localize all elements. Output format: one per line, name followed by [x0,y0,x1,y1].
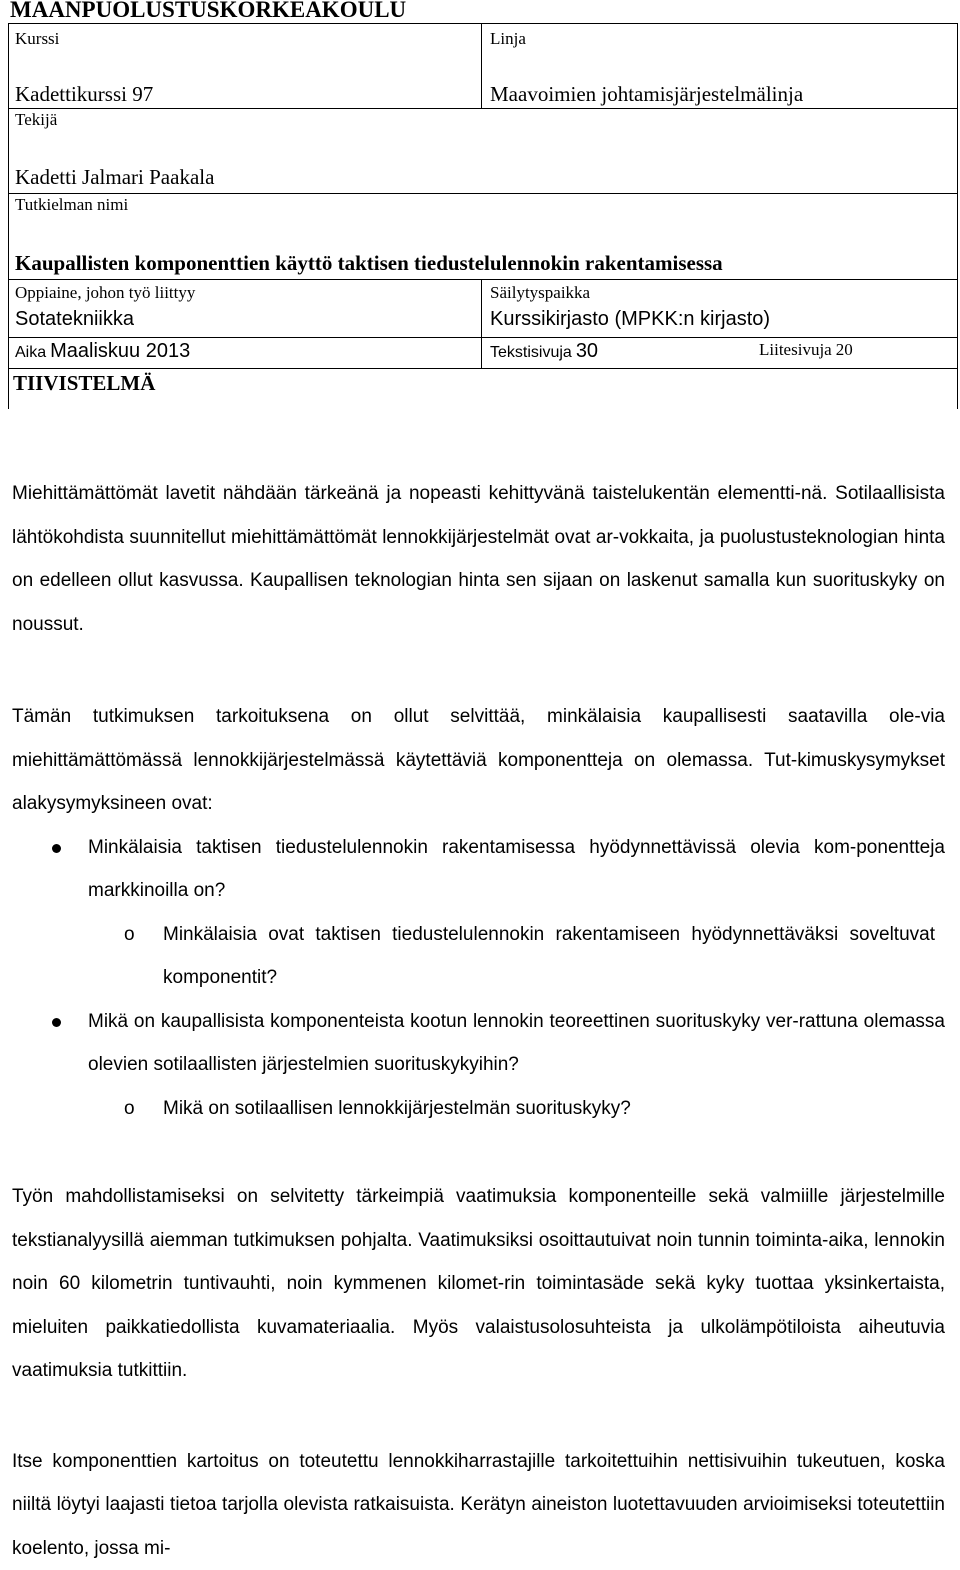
research-question-1 [12,826,945,913]
abstract-paragraph-1: Miehittämättömät lavetit nähdään tärkeänä ja nopeasti kehittyvänä taistelukentän elementti-nä. Sotilaallisista lähtökohdista suunnitellut miehittämättömät lennokkijärjestelmät ovat ar-vokkaita, ja puolustusteknologian hinta on edelleen ollut kasvussa. Kaupallisen teknologian hinta sen sijaan on laskenut samalla kun suorituskyky on noussut. [12,472,945,646]
research-question-1-text: Minkälaisia taktisen tiedustelulennokin rakentamisessa hyödynnettävissä olevia kom-ponentteja markkinoilla on? [88,837,945,902]
line-value: Maavoimien johtamisjärjestelmälinja [490,82,803,107]
column-divider [481,338,482,368]
abstract-paragraph-3: Työn mahdollistamiseksi on selvitetty tärkeimpiä vaatimuksia komponenteille sekä valmiille järjestelmille tekstianalyysillä aiemman tutkimuksen pohjalta. Vaatimuksiksi osoittautuivat noin tunnin toiminta-aika, lennokin noin 60 kilometrin tuntivauhti, noin kymmenen kilomet-rin toimintasäde sekä kyky tuottaa yksinkertaista, mieluiten paikkatiedollista kuvamateriaalia. Myös valaistusolosuhteista ja ulkolämpötiloista aiheutuvia vaatimuksia tutkittiin. [12,1175,945,1393]
research-subquestion-1-text: Minkälaisia ovat taktisen tiedustelulennokin rakentamiseen hyödynnettäväksi soveltuvat komponentit? [163,924,935,989]
course-row [9,24,957,109]
storage-label: Säilytyspaikka [490,283,590,303]
line-label: Linja [490,29,526,49]
author-label: Tekijä [15,110,57,130]
appendix-pages-value: 20 [836,340,853,359]
text-pages-field [490,340,598,363]
circle-bullet-icon: o [124,913,135,957]
author-row [9,109,957,194]
abstract-body [12,472,945,1570]
thesis-label: Tutkielman nimi [15,195,128,215]
abstract-heading-row [9,369,957,409]
research-question-2 [12,1000,945,1087]
appendix-pages-field [759,340,853,360]
time-field [15,340,190,363]
text-pages-label: Tekstisivuja [490,344,572,361]
column-divider [481,24,482,108]
abstract-heading: TIIVISTELMÄ [13,371,155,396]
institution-name: MAANPUOLUSTUSKORKEAKOULU [10,0,406,23]
subject-row [9,280,957,338]
author-value: Kadetti Jalmari Paakala [15,165,214,190]
circle-bullet-icon: o [124,1087,135,1131]
thesis-title-row [9,194,957,280]
bullet-icon [52,1018,61,1027]
research-subquestion-2-text: Mikä on sotilaallisen lennokkijärjestelmän suorituskyky? [163,1098,631,1119]
research-question-2-text: Mikä on kaupallisista komponenteista kootun lennokin teoreettinen suorituskyky ver-rattuna olemassa olevien sotilaallisten järjestelmien suorituskykyihin? [88,1011,945,1076]
subject-label: Oppiaine, johon työ liittyy [15,283,195,303]
abstract-paragraph-4: Itse komponenttien kartoitus on toteutettu lennokkiharrastajille tarkoitettuihin nettisivuihin tukeutuen, koska niiltä löytyi laajasti tietoa tarjolla olevista ratkaisuista. Kerätyn aineiston luotettavuuden arvioimiseksi toteutettiin koelento, jossa mi- [12,1440,945,1570]
course-value: Kadettikurssi 97 [15,82,153,107]
thesis-title: Kaupallisten komponenttien käyttö taktisen tiedustelulennokin rakentamisessa [15,251,723,276]
column-divider [481,280,482,337]
appendix-pages-label: Liitesivuja [759,340,832,359]
abstract-paragraph-2: Tämän tutkimuksen tarkoituksena on ollut selvittää, minkälaisia kaupallisesti saatavilla ole-via miehittämättömässä lennokkijärjestelmässä käytettäviä komponentteja on olemassa. Tut-kimuskysymykset alakysymyksineen ovat: [12,695,945,826]
research-subquestion-1 [12,913,945,1000]
bullet-icon [52,844,61,853]
text-pages-value: 30 [576,340,598,362]
time-label: Aika [15,344,46,361]
time-value: Maaliskuu 2013 [50,340,190,362]
time-pages-row [9,338,957,369]
storage-value: Kurssikirjasto (MPKK:n kirjasto) [490,308,770,331]
subject-value: Sotatekniikka [15,308,134,331]
course-label: Kurssi [15,29,59,49]
research-subquestion-2 [12,1087,945,1131]
thesis-info-form [8,23,958,409]
